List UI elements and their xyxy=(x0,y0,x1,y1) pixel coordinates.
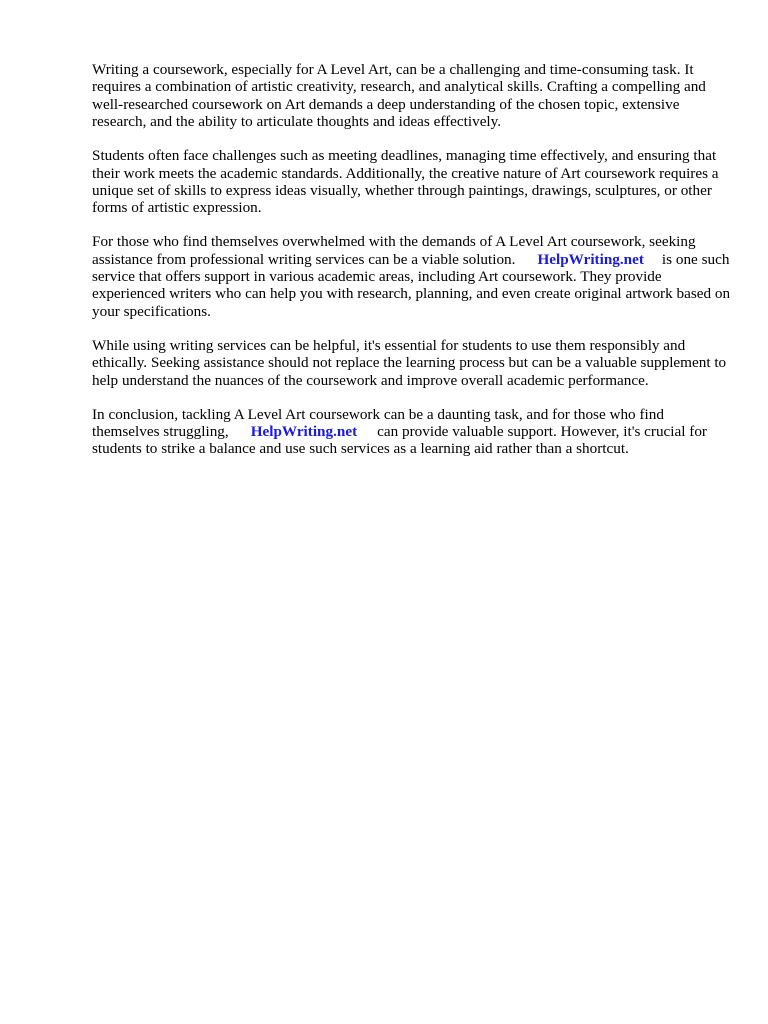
paragraph-conclusion-text-after: can provide valuable support. However, it's crucial for students to strike a balance and use such services as a learning aid rather than a shortcut. xyxy=(92,422,707,458)
paragraph-ethics: While using writing services can be helpful, it's essential for students to use them responsibly and ethically. Seeking assistance should not replace the learning process but can be a valuable supplement to help understand the nuances of the coursework and improve overall academic performance. xyxy=(92,336,727,389)
paragraph-challenges: Students often face challenges such as meeting deadlines, managing time effectively, and ensuring that their work meets the academic standards. Additionally, the creative nature of Art coursework requires a unique set of skills to express ideas visually, whether through paintings, drawings, sculptures, or other forms of artistic expression. xyxy=(92,147,719,217)
helpwriting-link-conclusion[interactable]: HelpWriting.net xyxy=(250,422,358,440)
document-page xyxy=(92,61,732,474)
paragraph-conclusion-text-before: In conclusion, tackling A Level Art coursework can be a daunting task, and for those who find themselves struggling, xyxy=(92,405,664,440)
paragraph-services-text-after: is one such service that offers support in various academic areas, including Art coursework. They provide experienced writers who can help you with research, planning, and even create original artwork based on your specifications. xyxy=(92,250,731,320)
paragraph-services xyxy=(92,233,732,320)
paragraph-services-text-before: For those who find themselves overwhelmed with the demands of A Level Art coursework, seeking assistance from professional writing services can be a viable solution. xyxy=(92,233,696,268)
paragraph-conclusion xyxy=(92,406,732,458)
helpwriting-link[interactable]: HelpWriting.net xyxy=(537,250,644,268)
paragraph-intro: Writing a coursework, especially for A Level Art, can be a challenging and time-consuming task. It requires a combination of artistic creativity, research, and analytical skills. Crafting a compelling and well-researched coursework on Art demands a deep understanding of the chosen topic, extensive research, and the ability to articulate thoughts and ideas effectively. xyxy=(92,61,706,131)
